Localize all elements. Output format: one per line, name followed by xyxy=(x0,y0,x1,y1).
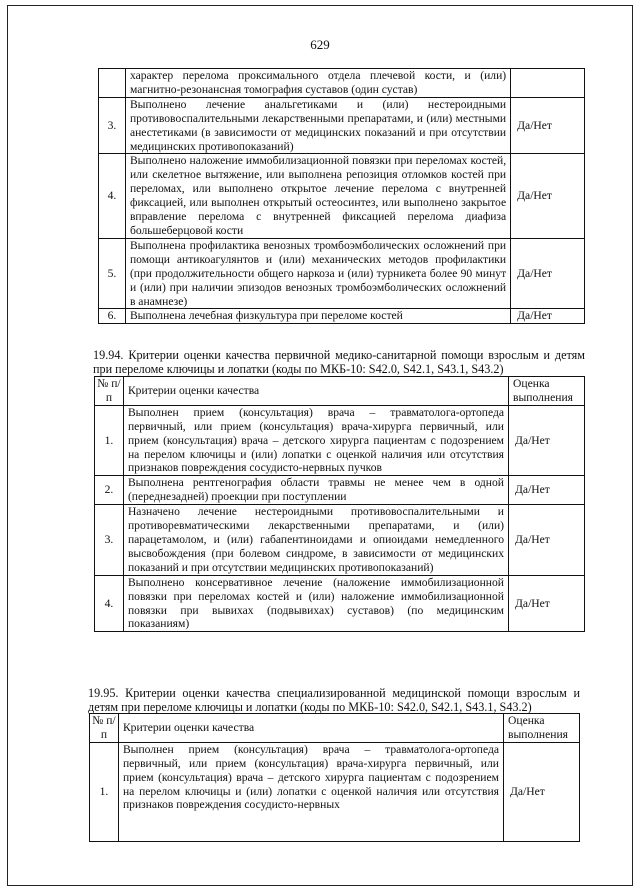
table-row xyxy=(99,154,585,238)
row-number: 1. xyxy=(90,742,119,841)
criterion-text: Выполнена лечебная физкультура при переломе костей xyxy=(125,309,510,324)
criterion-result: Да/Нет xyxy=(504,742,580,841)
row-number: 3. xyxy=(95,505,124,576)
row-number: 3. xyxy=(99,97,126,154)
column-header-result: Оценка выполнения xyxy=(509,377,585,406)
criterion-text xyxy=(118,742,503,841)
criterion-text-cut: Выполнен прием (консультация) врача – травматолога-ортопеда первичный, или прием (консультация) врача-хирурга первичный, или прием (консультация) врача – детского хирурга пациентам с подозрением на перелом ключицы и (или) лопатки с оценкой наличия или отсутствия признаков повреждения сосудисто-нервных xyxy=(122,742,499,812)
criterion-text: Выполнено наложение иммобилизационной повязки при переломах костей, или скелетное вытяжение, или выполнена репозиция отломков костей при переломах, или выполнено открытое лечение перелома с внутренней фиксацией, или выполнен открытый остеосинтез, или выполнено закрытое вправление перелома с внутренней фиксацией перелома диафиза большеберцовой кости xyxy=(125,154,510,238)
criterion-text: Выполнено консервативное лечение (наложение иммобилизационной повязки при переломах костей и (или) наложение иммобилизационной повязки при вывихах (подвывихах) суставов) (по медицинским показаниям) xyxy=(123,575,508,632)
criterion-result: Да/Нет xyxy=(509,505,585,576)
table-row xyxy=(95,505,585,576)
criterion-result xyxy=(511,69,585,98)
criteria-table-continued xyxy=(98,68,585,324)
criterion-result: Да/Нет xyxy=(511,97,585,154)
table-row xyxy=(95,476,585,505)
table-row xyxy=(99,309,585,324)
table-header-row xyxy=(90,714,580,743)
criterion-text: Назначено лечение нестероидными противовоспалительными и противоревматическими лекарственными препаратами, и (или) парацетамолом, и (или) габапентиноидами и опиоидами немедленного высвобождения (при болевом синдроме, в зависимости от медицинских показаний и при отсутствии медицинских противопоказаний) xyxy=(123,505,508,576)
column-header-result: Оценка выполнения xyxy=(504,714,580,743)
row-number: 2. xyxy=(95,476,124,505)
table-row xyxy=(99,69,585,98)
criterion-text: Выполнено лечение анальгетиками и (или) нестероидными противовоспалительными лекарственными препаратами, и (или) местными анестетиками (в зависимости от медицинских показаний и при отсутствии медицинских противопоказаний) xyxy=(125,97,510,154)
criterion-text: характер перелома проксимального отдела плечевой кости, и (или) магнитно-резонансная томография суставов (один сустав) xyxy=(125,69,510,98)
table-row xyxy=(95,405,585,476)
criterion-result: Да/Нет xyxy=(509,575,585,632)
column-header-number: № п/п xyxy=(95,377,124,406)
row-number xyxy=(99,69,126,98)
column-header-number: № п/п xyxy=(90,714,119,743)
page-number: 629 xyxy=(310,37,330,52)
criterion-text: Выполнена профилактика венозных тромбоэмболических осложнений при помощи антикоагулянтов и (или) механических методов профилактики (при продолжительности общего наркоза и (или) турникета более 90 минут и (или) при наличии эпизодов венозных тромбоэмболических осложнений в анамнезе) xyxy=(125,238,510,309)
column-header-criteria: Критерии оценки качества xyxy=(118,714,503,743)
table-row xyxy=(99,97,585,154)
criterion-result: Да/Нет xyxy=(509,405,585,476)
row-number: 5. xyxy=(99,238,126,309)
row-number: 1. xyxy=(95,405,124,476)
criterion-result: Да/Нет xyxy=(511,238,585,309)
criterion-text: Выполнена рентгенография области травмы не менее чем в одной (переднезадней) проекции при поступлении xyxy=(123,476,508,505)
criterion-result: Да/Нет xyxy=(509,476,585,505)
section-title: 19.94. Критерии оценки качества первичной медико-санитарной помощи взрослым и детям при переломе ключицы и лопатки (коды по МКБ-10: S42.0, S42.1, S43.1, S43.2) xyxy=(93,348,585,376)
criteria-table-19-95 xyxy=(89,713,580,842)
row-number: 4. xyxy=(99,154,126,238)
column-header-criteria: Критерии оценки качества xyxy=(123,377,508,406)
table-row xyxy=(90,742,580,841)
criterion-result: Да/Нет xyxy=(511,154,585,238)
criterion-result: Да/Нет xyxy=(511,309,585,324)
criterion-text: Выполнен прием (консультация) врача – травматолога-ортопеда первичный, или прием (консультация) врача-хирурга первичный, или прием (консультация) врача – детского хирурга пациентам с подозрением на перелом ключицы и (или) лопатки с оценкой наличия или отсутствия признаков повреждения сосудисто-нервных пучков xyxy=(123,405,508,476)
row-number: 6. xyxy=(99,309,126,324)
section-title: 19.95. Критерии оценки качества специализированной медицинской помощи взрослым и детям при переломе ключицы и лопатки (коды по МКБ-10: S42.0, S42.1, S43.1, S43.2) xyxy=(88,686,580,714)
row-number: 4. xyxy=(95,575,124,632)
criteria-table-19-94 xyxy=(94,376,585,632)
table-header-row xyxy=(95,377,585,406)
table-row xyxy=(95,575,585,632)
table-row xyxy=(99,238,585,309)
